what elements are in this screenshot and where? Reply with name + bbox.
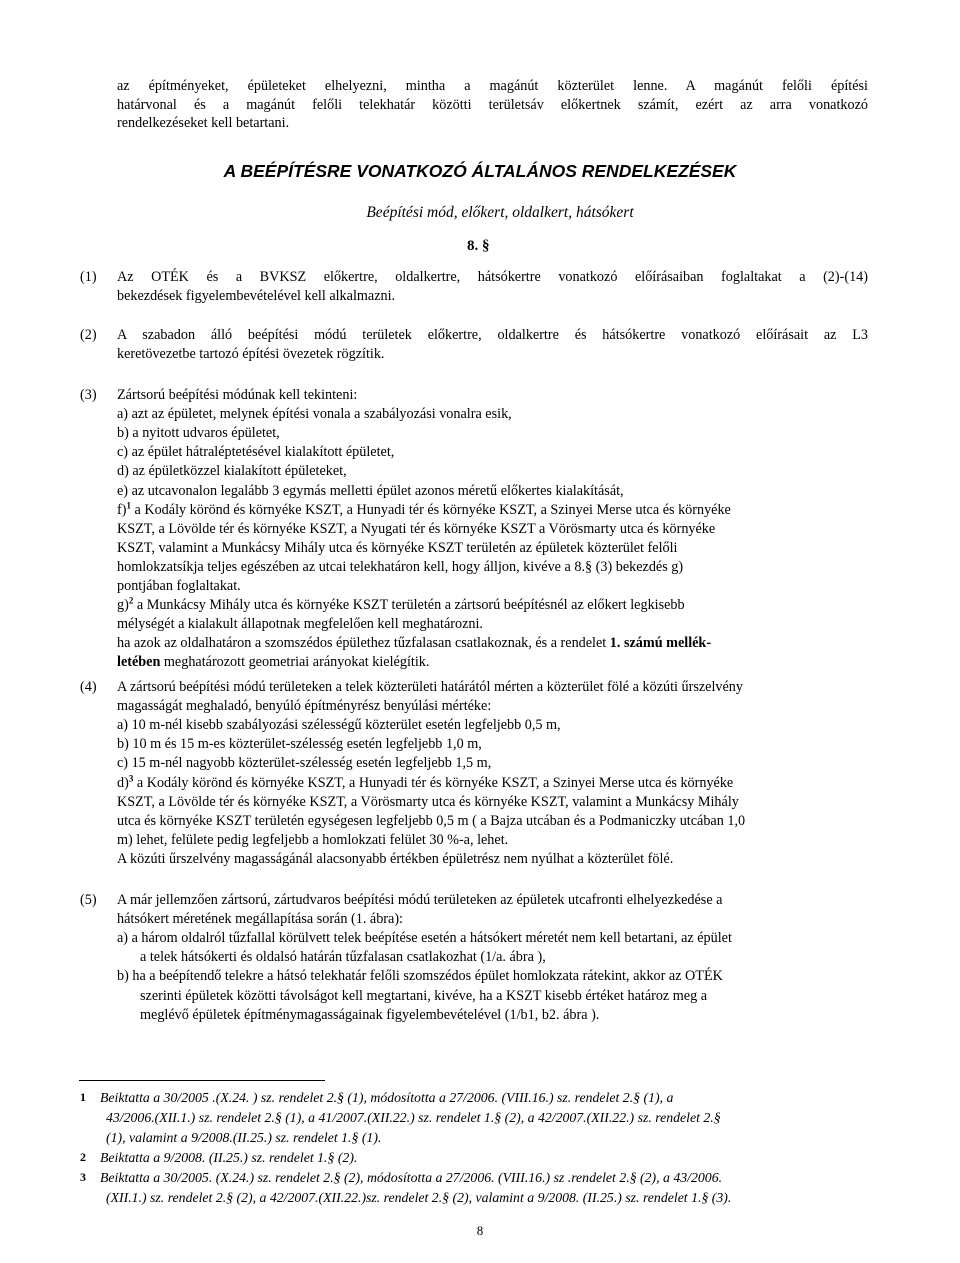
intro-line: az építményeket, épületeket elhelyezni, mintha a magánút közterület lenne. A magánút felőli építési <box>117 78 868 94</box>
annex-reference-cont: letében <box>117 654 161 670</box>
clause-line: keretövezetbe tartozó építési övezetek rögzítik. <box>117 345 385 362</box>
list-item: b) a nyitott udvaros épületet, <box>117 425 280 441</box>
line-text: ha azok az oldalhatáron a szomszédos épülethez tűzfalasan csatlakoznak, és a rendelet <box>117 635 610 651</box>
footnote-number: 2 <box>80 1150 86 1164</box>
footnote-3 <box>0 1168 960 1208</box>
line-text: meghatározott geometriai arányokat kielégítik. <box>160 654 430 670</box>
clause-3 <box>0 386 960 676</box>
section-heading: A BEÉPÍTÉSRE VONATKOZÓ ÁLTALÁNOS RENDELKEZÉSEK <box>223 161 737 181</box>
intro-line: rendelkezéseket kell betartani. <box>117 115 290 132</box>
annex-reference: 1. számú mellék- <box>609 635 712 651</box>
item-text: a Kodály körönd és környéke KSZT, a Hunyadi tér és környéke KSZT, a Szinyei Merse utca és környéke <box>134 502 731 518</box>
footnote-number: 3 <box>80 1170 86 1184</box>
clause-line <box>117 653 429 672</box>
list-item: a) azt az épületet, melynek építési vonala a szabályozási vonalra esik, <box>117 406 512 422</box>
item-label: d) <box>117 775 129 791</box>
intro-paragraph <box>117 77 868 133</box>
item-text: a Kodály körönd és környéke KSZT, a Hunyadi tér és környéke KSZT, a Szinyei Merse utca és környéke <box>133 775 734 791</box>
footnote-number: 1 <box>80 1090 86 1104</box>
clause-line: A már jellemzően zártsorú, zártudvaros beépítési módú területeken az épületek utcafronti elhelyezkedése a <box>117 892 723 908</box>
clause-line: KSZT, a Lövölde tér és környéke KSZT, a Vörösmarty utca és környéke KSZT, valamint a Munkácsy Mihály <box>117 794 739 810</box>
list-item: b) ha a beépítendő telekre a hátsó telekhatár felőli szomszédos épület homlokzata rátekint, akkor az OTÉK <box>117 968 723 984</box>
list-item: c) 15 m-nél nagyobb közterület-szélesség esetén legfeljebb 1,5 m, <box>117 755 492 771</box>
list-item-g <box>117 596 685 615</box>
clause-4 <box>0 678 960 868</box>
clause-line: A zártsorú beépítési módú területeken a telek közterületi határától mérten a közterület fölé a közúti űrszelvény <box>117 679 743 695</box>
footnote-ref: 1 <box>126 500 131 511</box>
item-text: a Munkácsy Mihály utca és környéke KSZT területén a zártsorú beépítésnél az előkert legkisebb <box>136 597 685 613</box>
footnote-separator <box>79 1080 325 1081</box>
clause-line: KSZT, valamint a Munkácsy Mihály utca és környéke KSZT területén az épületek közterület felőli <box>117 540 678 556</box>
section-subheading: Beépítési mód, előkert, oldalkert, hátsókert <box>366 204 634 221</box>
footnote-ref: 3 <box>128 773 134 784</box>
footnote-1 <box>0 1088 960 1148</box>
list-item: a) a három oldalról tűzfallal körülvett telek beépítése esetén a hátsókert méretét nem kell betartani, az épület <box>117 930 732 946</box>
list-item: a) 10 m-nél kisebb szabályozási szélességű közterület esetén legfeljebb 0,5 m, <box>117 717 561 733</box>
list-item-f <box>117 501 731 520</box>
list-item-d <box>117 774 733 793</box>
paragraph-number: 8. § <box>467 238 490 254</box>
list-item: e) az utcavonalon legalább 3 egymás melletti épület azonos méretű előkertes kialakítását, <box>117 483 624 499</box>
clause-number: (4) <box>80 679 97 695</box>
clause-line: A közúti űrszelvény magasságánál alacsonyabb értékben épületrész nem nyúlhat a közterület fölé. <box>117 851 674 867</box>
footnote-line: 43/2006.(XII.1.) sz. rendelet 2.§ (1), a 41/2007.(XII.22.) sz. rendelet 1.§ (2), a 42/2007.(XII.22.) sz. rendelet 2.§ <box>106 1110 721 1125</box>
clause-line: Az OTÉK és a BVKSZ előkertre, oldalkertre, hátsókertre vonatkozó előírásaiban foglaltakat a (2)-(14) <box>117 269 868 285</box>
clause-line: mélységét a kialakult állapotnak megfelelően kell meghatározni. <box>117 616 483 632</box>
clause-5 <box>0 891 960 1031</box>
clause-line: pontjában foglaltakat. <box>117 578 241 594</box>
footnote-line: (1), valamint a 9/2008.(II.25.) sz. rendelet 1.§ (1). <box>106 1130 382 1145</box>
clause-number: (2) <box>80 327 97 343</box>
list-item: b) 10 m és 15 m-es közterület-szélesség esetén legfeljebb 1,0 m, <box>117 736 482 752</box>
footnote-line: (XII.1.) sz. rendelet 2.§ (2), a 42/2007.(XII.22.)sz. rendelet 2.§ (2), valamint a 9/2008. (II.25.) sz. rendelet 1.§ (3). <box>106 1190 732 1205</box>
clause-number: (1) <box>80 269 97 285</box>
footnote-line: Beiktatta a 30/2005. (X.24.) sz. rendelet 2.§ (2), módosította a 27/2006. (VIII.16.) sz .rendelet 2.§ (2), a 43/2006. <box>100 1170 723 1185</box>
clause-line: A szabadon álló beépítési módú területek előkertre, oldalkertre és hátsókertre vonatkozó előírásait az L3 <box>117 327 868 343</box>
clause-line: Zártsorú beépítési módúnak kell tekinteni: <box>117 387 358 403</box>
list-item: d) az épületközzel kialakított épületeket, <box>117 463 347 479</box>
clause-line: homlokzatsíkja teljes egészében az utcai telekhatáron kell, hogy álljon, kivéve a 8.§ (3) bekezdés g) <box>117 559 684 575</box>
clause-number: (5) <box>80 892 97 908</box>
footnote-line: Beiktatta a 30/2005 .(X.24. ) sz. rendelet 2.§ (1), módosította a 27/2006. (VIII.16.) sz. rendelet 2.§ (1), a <box>100 1090 674 1105</box>
clause-line: hátsókert méretének megállapítása során (1. ábra): <box>117 911 403 927</box>
clause-line: m) lehet, felülete pedig legfeljebb a homlokzati felület 30 %-a, lehet. <box>117 832 509 848</box>
item-label: f) <box>117 502 127 518</box>
clause-line <box>117 634 711 653</box>
clause-line: szerinti épületek közötti távolságot kell megtartani, kivéve, ha a KSZT kisebb értéket határoz meg a <box>140 988 708 1004</box>
footnote-ref: 2 <box>128 595 134 606</box>
footnote-line: Beiktatta a 9/2008. (II.25.) sz. rendelet 1.§ (2). <box>100 1150 358 1165</box>
intro-line: határvonal és a magánút felőli telekhatár közötti területsáv előkertnek számít, ezért az arra vonatkozó <box>117 96 868 113</box>
clause-line: utca és környéke KSZT területén egységesen legfeljebb 0,5 m ( a Bajza utcában és a Podmaniczky utcában 1,0 <box>117 813 746 829</box>
clause-line: a telek hátsókerti és oldalsó határán tűzfalasan csatlakozhat (1/a. ábra ), <box>140 949 546 965</box>
clause-number: (3) <box>80 387 97 403</box>
footnote-2 <box>0 1148 960 1168</box>
list-item: c) az épület hátraléptetésével kialakított épületet, <box>117 444 395 460</box>
clause-line: magasságát meghaladó, benyúló építményrész benyúlási mértéke: <box>117 698 492 714</box>
clause-line: meglévő épületek építménymagasságainak figyelembevételével (1/b1, b2. ábra ). <box>140 1007 600 1023</box>
clause-line: KSZT, a Lövölde tér és környéke KSZT, a Nyugati tér és környéke KSZT a Vörösmarty utca és környéke <box>117 521 716 537</box>
clause-line: bekezdések figyelembevételével kell alkalmazni. <box>117 287 396 304</box>
item-label: g) <box>117 597 129 613</box>
page-number: 8 <box>476 1223 484 1238</box>
